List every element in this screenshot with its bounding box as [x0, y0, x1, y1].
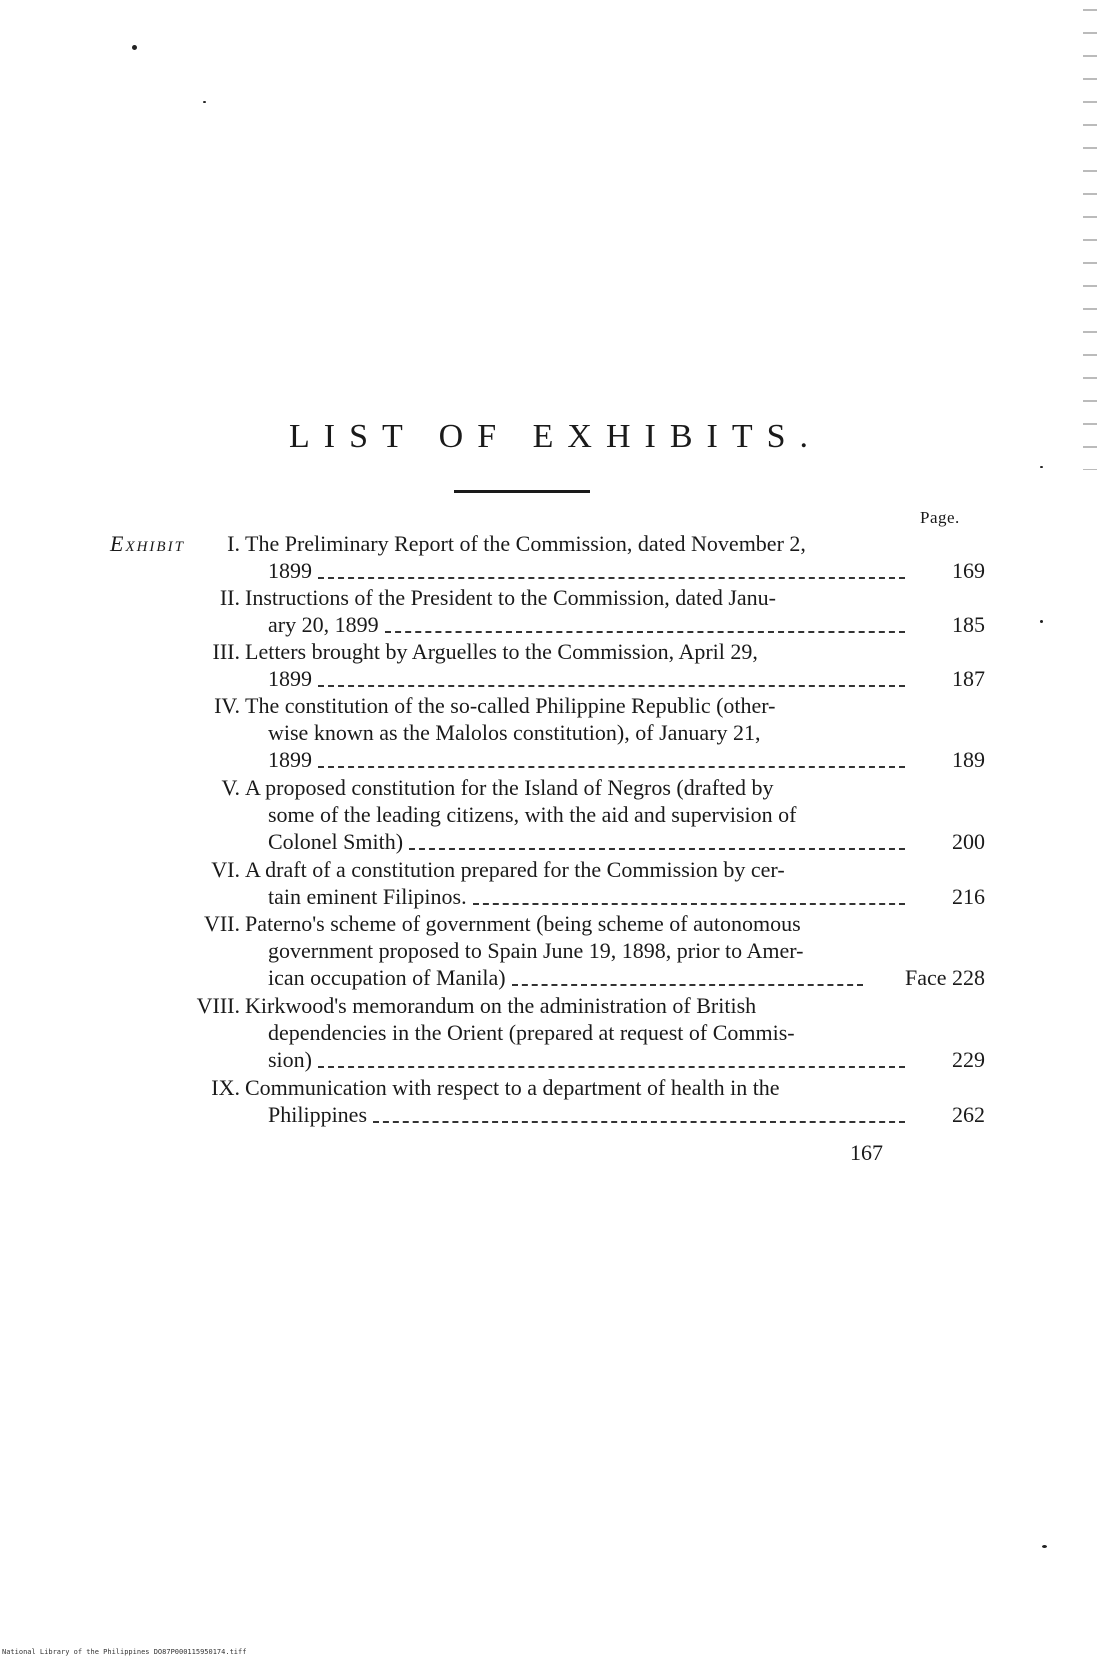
exhibit-text-line: Letters brought by Arguelles to the Commission, April 29, [245, 639, 758, 664]
title-rule [454, 490, 590, 493]
page-column-header: Page. [920, 508, 960, 527]
exhibit-page-number: 169 [952, 558, 985, 583]
exhibit-numeral: VI. [211, 857, 240, 882]
dot-leader [318, 685, 905, 687]
exhibit-page-number: 187 [952, 666, 985, 691]
exhibit-page-number: 189 [952, 747, 985, 772]
exhibit-numeral: I. [227, 531, 240, 556]
ink-speck [132, 45, 137, 50]
exhibit-text-line: A draft of a constitution prepared for the Commission by cer- [245, 857, 785, 882]
exhibit-text-line: some of the leading citizens, with the aid and supervision of [268, 802, 797, 827]
exhibit-text-line: Instructions of the President to the Commission, dated Janu- [245, 585, 776, 610]
exhibit-page-number: 229 [952, 1047, 985, 1072]
dot-leader [373, 1121, 905, 1123]
exhibit-page-number: 216 [952, 884, 985, 909]
exhibit-text-line: A proposed constitution for the Island of Negros (drafted by [245, 775, 774, 800]
exhibit-numeral: IX. [211, 1075, 240, 1100]
ink-speck [1040, 466, 1043, 468]
exhibit-text-line: Paterno's scheme of government (being scheme of autonomous [245, 911, 801, 936]
ink-speck [1042, 1545, 1047, 1548]
exhibit-page-number: 200 [952, 829, 985, 854]
exhibit-text-line: Communication with respect to a department of health in the [245, 1075, 780, 1100]
exhibit-numeral: IV. [214, 693, 240, 718]
exhibit-text-line: 1899 [268, 666, 312, 691]
exhibit-text-line: Colonel Smith) [268, 829, 404, 854]
exhibit-text-line: ican occupation of Manila) [268, 965, 506, 990]
exhibit-text-line: sion) [268, 1047, 312, 1072]
exhibit-text-line: Kirkwood's memorandum on the administration of British [245, 993, 757, 1018]
scan-edge-noise [1083, 0, 1097, 470]
exhibit-text-line: The Preliminary Report of the Commission, dated November 2, [245, 531, 806, 556]
exhibit-numeral: III. [212, 639, 240, 664]
exhibit-page-number: 185 [952, 612, 985, 637]
exhibit-text-line: The constitution of the so-called Philippine Republic (other- [245, 693, 776, 718]
page-number: 167 [850, 1140, 883, 1165]
exhibit-text-line: dependencies in the Orient (prepared at request of Commis- [268, 1020, 795, 1045]
dot-leader [409, 848, 905, 850]
exhibit-numeral: II. [219, 585, 240, 610]
scan-footer: National Library of the Philippines DO87P000115950174.tiff [2, 1648, 247, 1656]
exhibit-text-line: tain eminent Filipinos. [268, 884, 467, 909]
exhibit-page-number: Face 228 [904, 965, 985, 990]
dot-leader [473, 903, 905, 905]
ink-speck [1040, 620, 1043, 623]
exhibit-text-line: wise known as the Malolos constitution), of January 21, [268, 720, 761, 745]
exhibit-numeral: VII. [203, 911, 240, 936]
dot-leader [512, 984, 863, 986]
dot-leader [318, 766, 905, 768]
exhibit-text-line: Philippines [268, 1102, 368, 1127]
exhibit-text-line: ary 20, 1899 [268, 612, 379, 637]
exhibit-text-line: 1899 [268, 558, 312, 583]
exhibit-text-line: 1899 [268, 747, 312, 772]
exhibit-word: Exhibit [110, 531, 185, 556]
page-title: LIST OF EXHIBITS. [289, 418, 822, 455]
exhibit-numeral: VIII. [196, 993, 240, 1018]
dot-leader [318, 1066, 905, 1068]
exhibit-text-line: government proposed to Spain June 19, 1898, prior to Amer- [268, 938, 804, 963]
dot-leader [385, 631, 905, 633]
dot-leader [318, 577, 905, 579]
ink-speck [203, 101, 206, 103]
exhibit-page-number: 262 [952, 1102, 985, 1127]
exhibit-numeral: V. [221, 775, 240, 800]
